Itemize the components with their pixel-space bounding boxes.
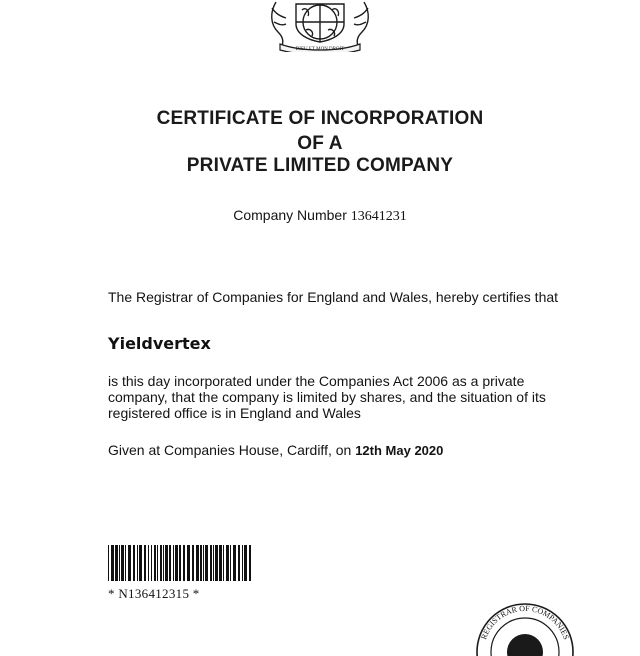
barcode-bar: [137, 545, 138, 581]
barcode-bar: [139, 545, 142, 581]
barcode-bar: [233, 545, 236, 581]
incorporation-date: 12th May 2020: [355, 443, 444, 458]
barcode-bar: [121, 545, 124, 581]
barcode-bar: [244, 545, 247, 581]
barcode-bar: [179, 545, 181, 581]
barcode-bar: [133, 545, 135, 581]
crest-motto: DIEU ET MON DROIT: [295, 47, 345, 52]
barcode-bar: [160, 545, 162, 581]
barcode-bar: [128, 545, 131, 581]
barcode-bar: [151, 545, 152, 581]
barcode-bar: [144, 545, 146, 581]
barcode-bar: [125, 545, 126, 581]
registrar-seal: [470, 596, 580, 656]
incorporation-statement: is this day incorporated under the Companies Act 2006 as a private company, that the company is limited by shares, and the situation of its registered office is in England and Wales: [108, 373, 546, 421]
company-name: Yieldvertex: [108, 334, 211, 353]
given-at-line: [108, 442, 443, 458]
barcode-bar: [242, 545, 243, 581]
barcode-bar: [219, 545, 222, 581]
barcode-bar: [192, 545, 194, 581]
barcode-bar: [223, 545, 224, 581]
barcode-bar: [163, 545, 164, 581]
barcode-bar: [230, 545, 231, 581]
barcode-bar: [108, 545, 109, 581]
certificate-title-line-1: CERTIFICATE OF INCORPORATION: [156, 108, 484, 129]
certificate-title-line-2: OF A: [297, 133, 343, 154]
barcode-bar: [203, 545, 204, 581]
given-at-text: Given at Companies House, Cardiff, on: [108, 442, 352, 458]
barcode-bar: [157, 545, 158, 581]
barcode-bar: [205, 545, 208, 581]
barcode: [108, 545, 252, 581]
barcode-bar: [210, 545, 212, 581]
barcode-bar: [196, 545, 199, 581]
barcode-bar: [226, 545, 229, 581]
barcode-bar: [173, 545, 174, 581]
barcode-bar: [111, 545, 114, 581]
company-number-row: [0, 207, 640, 225]
barcode-bar: [148, 545, 149, 581]
barcode-number: * N136412315 *: [108, 586, 200, 601]
registrar-certification-text: The Registrar of Companies for England and Wales, hereby certifies that: [108, 289, 559, 305]
barcode-bar: [200, 545, 202, 581]
seal-text: REGISTRAR OF COMPANIES: [479, 603, 571, 641]
barcode-bar: [213, 545, 214, 581]
barcode-bar: [169, 545, 171, 581]
certificate-title-line-3: PRIVATE LIMITED COMPANY: [186, 155, 454, 176]
barcode-bar: [165, 545, 168, 581]
barcode-bar: [238, 545, 240, 581]
barcode-bar: [175, 545, 178, 581]
barcode-bar: [187, 545, 190, 581]
barcode-bar: [115, 545, 118, 581]
barcode-bar: [249, 545, 251, 581]
royal-crest-emblem: [262, 0, 378, 52]
company-number-value: 13641231: [350, 209, 407, 224]
barcode-bar: [119, 545, 120, 581]
barcode-bar: [215, 545, 218, 581]
barcode-bar: [154, 545, 156, 581]
company-number-label: Company Number: [233, 207, 347, 223]
barcode-bar: [183, 545, 185, 581]
